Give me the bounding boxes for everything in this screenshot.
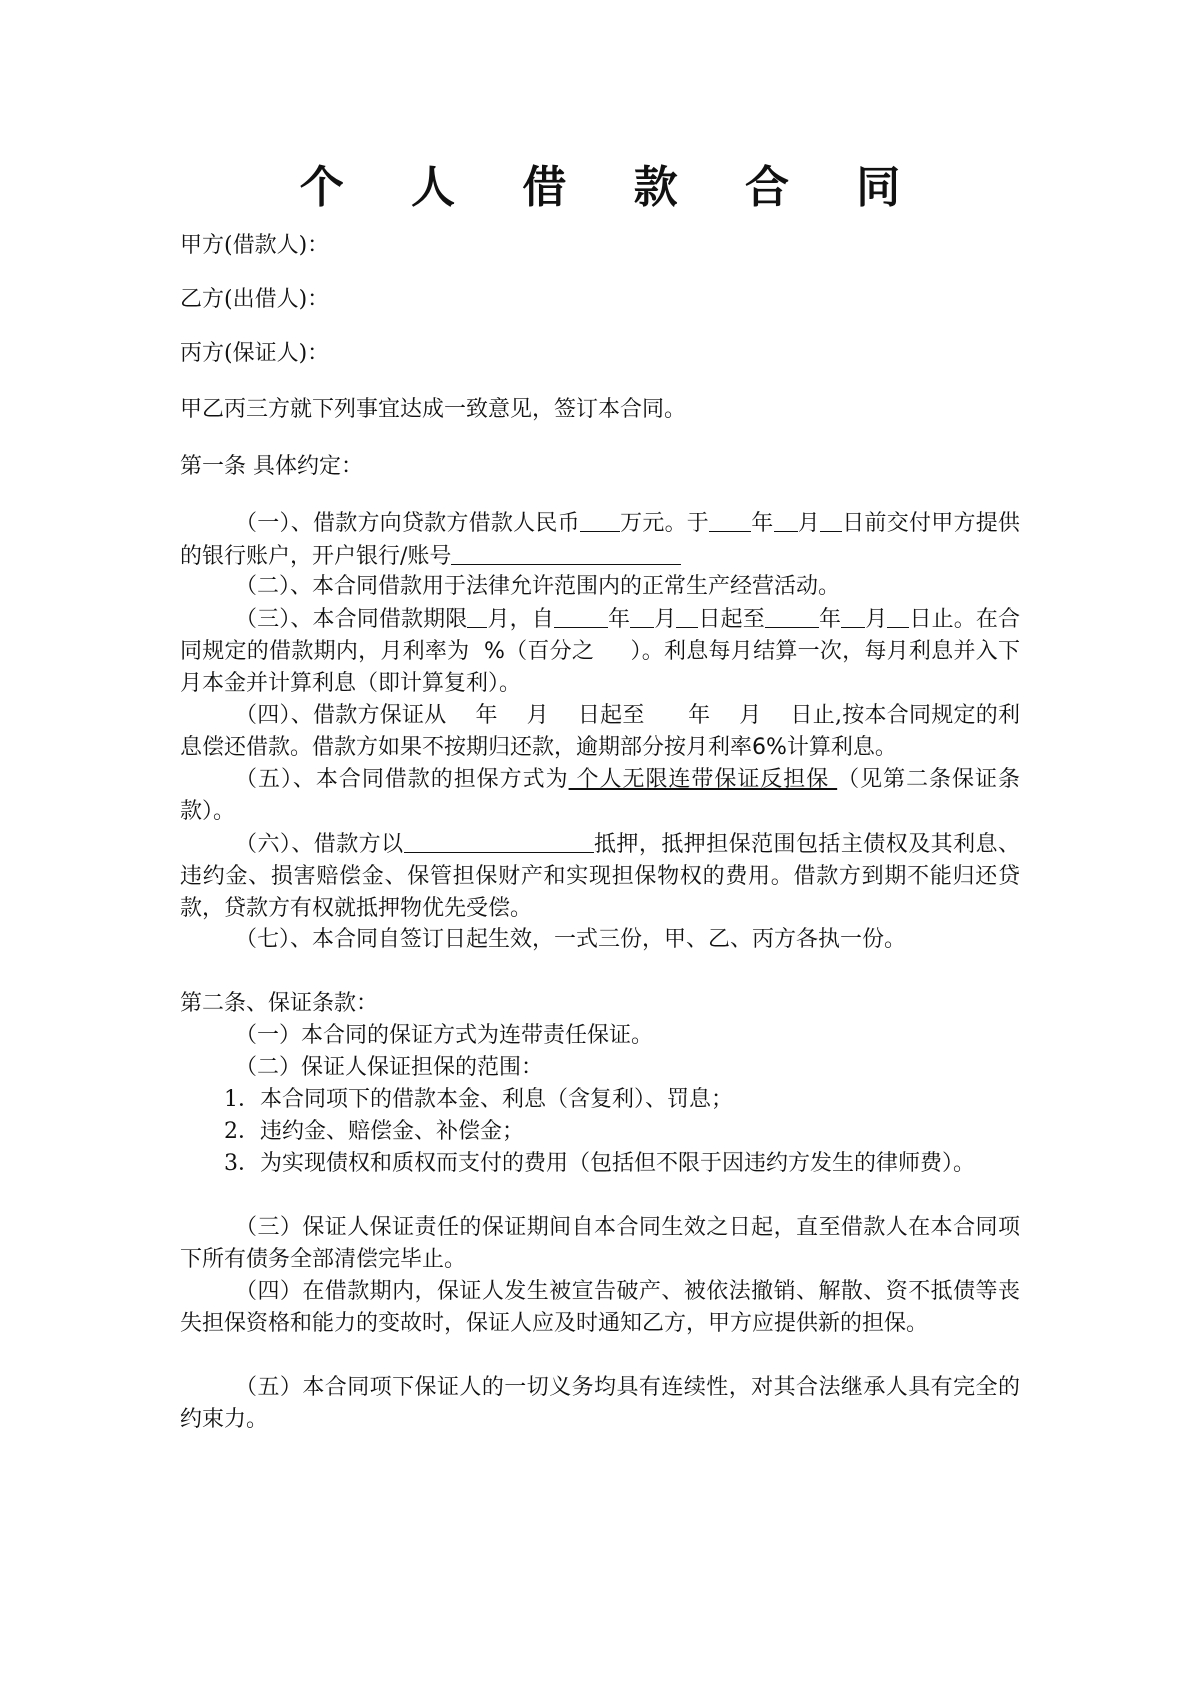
clause4-text-6: 月: [739, 703, 762, 728]
percent-sign: %: [483, 639, 505, 664]
article1-clause1: [180, 507, 1020, 573]
start-year-blank: [554, 603, 608, 628]
article2-clause1: （一）本合同的保证方式为连带责任保证。: [235, 1023, 654, 1048]
article1-clause4: [180, 700, 1020, 764]
clause3-text-3: 年: [607, 607, 631, 632]
article1-clause7: （七）、本合同自签订日起生效，一式三份，甲、乙、丙方各执一份。: [235, 927, 907, 952]
article1-clause2: （二）、本合同借款用于法律允许范围内的正常生产经营活动。: [235, 574, 841, 599]
collateral-blank: [404, 828, 594, 853]
end-year-blank: [765, 603, 819, 628]
article2-heading: 第二条、保证条款：: [180, 991, 379, 1016]
clause5-text-1: （五）、本合同借款的担保方式为: [235, 767, 569, 792]
article2-clause3: （三）保证人保证责任的保证期间自本合同生效之日起，直至借款人在本合同项下所有债务全部清偿完毕止。: [180, 1215, 1020, 1272]
clause1-text-4: 月: [797, 511, 821, 536]
intro-text: 甲乙丙三方就下列事宜达成一致意见，签订本合同。: [180, 397, 687, 422]
clause6-text-1: （六）、借款方以: [235, 832, 404, 857]
clause3-text-10: （百分之: [504, 639, 595, 664]
clause3-text-7: 月: [865, 607, 888, 632]
party-c-line: 丙方(保证人)：: [180, 341, 330, 366]
day-blank: [820, 507, 842, 532]
party-a-line: 甲方(借款人)：: [180, 233, 330, 258]
account-blank: [451, 540, 681, 565]
end-day-blank: [887, 603, 909, 628]
clause6-text-2: 抵押，抵押担保范围包括主债权及其利息、违约金、损害赔偿金、保管担保财产和实现担保物权的费用。借款方到期不能归还贷款，贷款方有权就抵押物优先受偿。: [180, 832, 1020, 921]
clause4-text-1: （四）、借款方保证从: [235, 703, 447, 728]
clause3-text-6: 年: [818, 607, 842, 632]
article1-clause3: [180, 603, 1020, 700]
clause3-text-1: （三）、本合同借款期限: [235, 607, 468, 632]
clause3-text-4: 月: [654, 607, 677, 632]
penalty-rate: 6%: [752, 735, 787, 760]
article2-item3: 3．为实现债权和质权而支付的费用（包括但不限于因违约方发生的律师费）。: [224, 1151, 975, 1176]
end-month-blank: [841, 603, 865, 628]
clause4-text-9: 计算利息。: [786, 735, 897, 760]
start-day-blank: [676, 603, 698, 628]
month-blank: [774, 507, 798, 532]
amount-blank: [580, 507, 620, 532]
clause1-text-3: 年: [751, 511, 774, 536]
article2-item2: 2．违约金、赔偿金、补偿金；: [224, 1119, 524, 1144]
article2-clause2: （二）保证人保证担保的范围：: [235, 1055, 544, 1080]
clause5-text-3: （见第二条保证条款）。: [180, 767, 1020, 824]
clause4-text-2: 年: [475, 703, 498, 728]
article1-clause5: [180, 764, 1020, 828]
year-blank: [709, 507, 751, 532]
article1-heading: 第一条 具体约定：: [180, 454, 363, 479]
article2-item1: 1．本合同项下的借款本金、利息（含复利）、罚息；: [224, 1087, 733, 1112]
article2-clause5: （五）本合同项下保证人的一切义务均具有连续性，对其合法继承人具有完全的约束力。: [180, 1375, 1020, 1432]
clause3-text-5: 日起至: [698, 607, 765, 632]
page-title: 个 人 借 款 合 同: [299, 162, 927, 213]
term-blank: [467, 603, 487, 628]
clause3-text-8: 日止。在合同规定的借款期内，月利率为: [180, 607, 1020, 664]
clause1-text-5: 日前交付甲方提供的银行账户，开户银行/账号: [180, 511, 1020, 569]
guarantee-method: 个人无限连带保证反担保: [568, 767, 838, 792]
clause4-text-7: 日止,按本合同规定的利息偿还借款。借款方如果不按期归还款，逾期部分按月利率: [180, 703, 1020, 760]
party-b-line: 乙方(出借人)：: [180, 287, 330, 312]
clause4-text-5: 年: [688, 703, 711, 728]
clause4-text-3: 月: [526, 703, 549, 728]
clause4-text-4: 日起至: [577, 703, 645, 728]
clause1-text-1: （一）、借款方向贷款方借款人民币: [235, 511, 580, 536]
clause1-text-2: 万元。于: [619, 511, 710, 536]
clause3-text-2: 月，自: [487, 607, 554, 632]
clause3-text-11: ）。利息每月结算一次，每月利息并入下月本金并计算利息（即计算复利）。: [180, 639, 1020, 696]
article1-clause6: [180, 828, 1020, 925]
article2-clause4: （四）在借款期内，保证人发生被宣告破产、被依法撤销、解散、资不抵债等丧失担保资格和能力的变故时，保证人应及时通知乙方，甲方应提供新的担保。: [180, 1279, 1020, 1336]
start-month-blank: [630, 603, 654, 628]
